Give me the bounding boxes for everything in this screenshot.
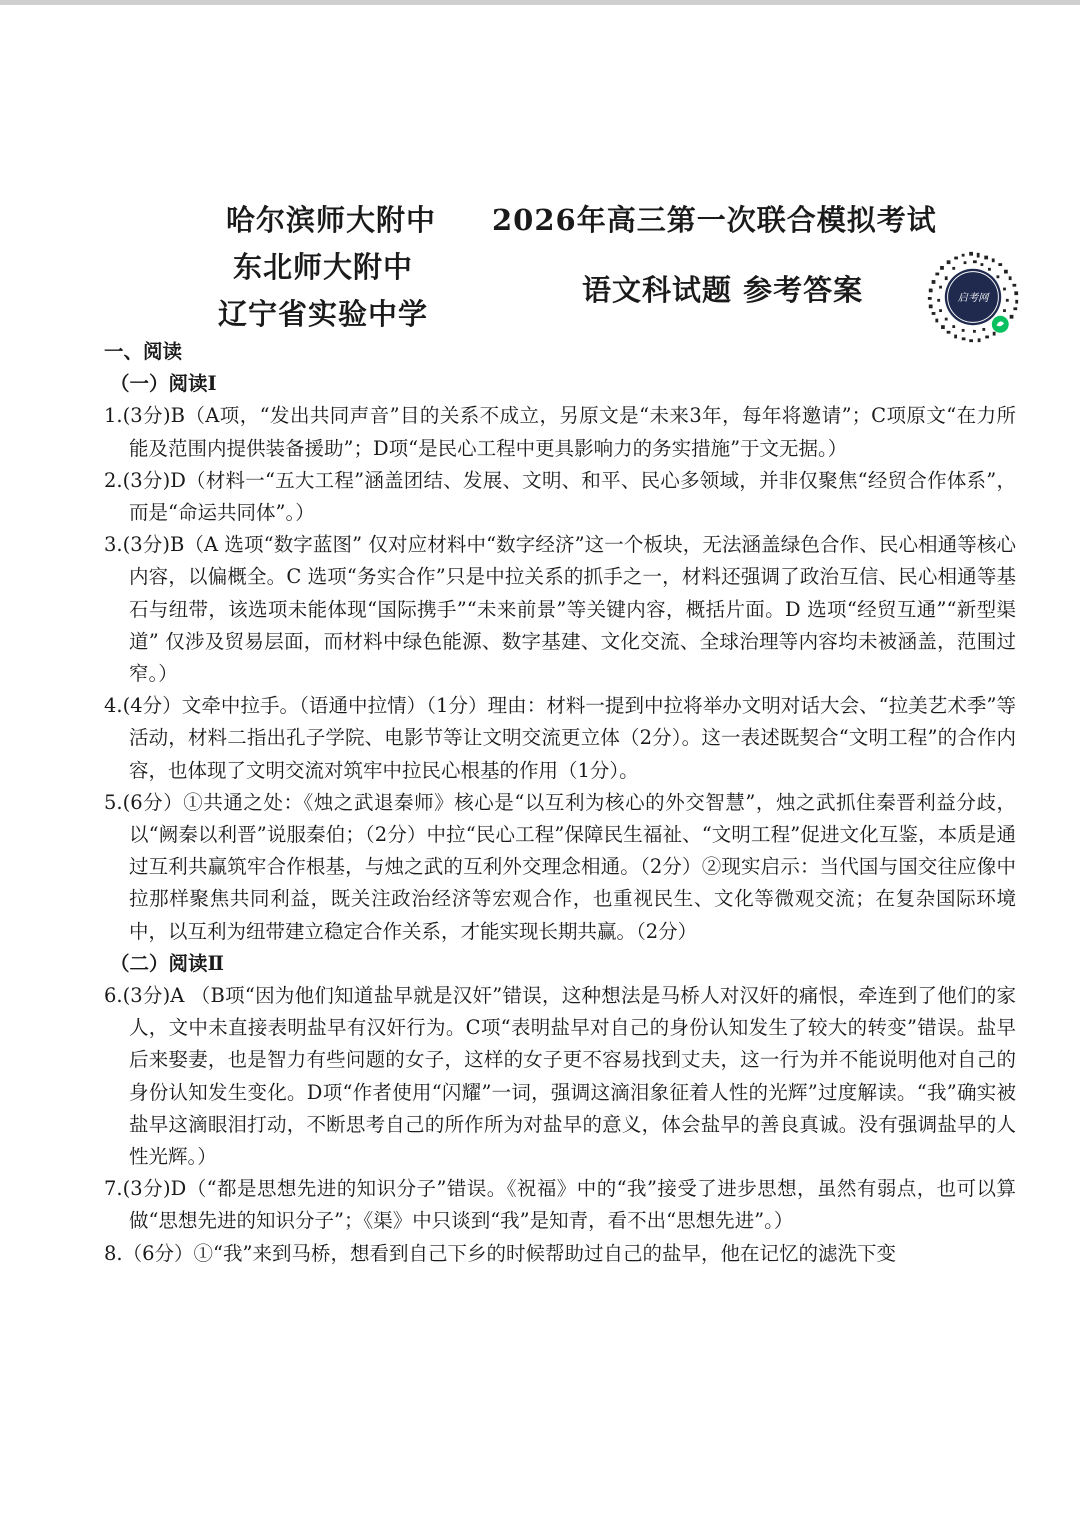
school-name-2: 东北师大附中 xyxy=(233,250,414,284)
answer-item: 7.(3分)D（“都是思想先进的知识分子”错误。《祝福》中的“我”接受了进步思想，虽然有弱点，也可以算做“思想先进的知识分子”；《渠》中只谈到“我”是知青，看不出“思想先进”。） xyxy=(104,1177,1016,1233)
top-border xyxy=(0,0,1080,5)
answer-item: 4.(4分）文牵中拉手。（语通中拉情）（1分）理由：材料一提到中拉将举办文明对话大会、“拉美艺术季”等活动，材料二指出孔子学院、电影节等让文明交流更立体（2分）。这一表述既契合“文明工程”的合作内容，也体现了文明交流对筑牢中拉民心根基的作用（1分）。 xyxy=(104,694,1016,782)
exam-title: 2026年高三第一次联合模拟考试 xyxy=(492,203,937,237)
subsection-heading: （一）阅读Ⅰ xyxy=(110,372,217,396)
answer-item: 3.(3分)B（A 选项“数字蓝图” 仅对应材料中“数字经济”这一个板块，无法涵盖绿色合作、民心相通等核心内容，以偏概全。C 选项“务实合作”只是中拉关系的抓手之一，材料还强调了政治互信、民心相通等基石与纽带，该选项未能体现“国际携手”“未来前景”等关键内容，概括片面。D 选项“经贸互通”“新型渠道” 仅涉及贸易层面，而材料中绿色能源、数字基建、文化交流、全球治理等内容均未被涵盖，范围过窄。） xyxy=(104,533,1016,686)
school-name-3: 辽宁省实验中学 xyxy=(218,297,429,331)
qr-code-icon xyxy=(926,250,1020,344)
section-heading: 一、阅读 xyxy=(104,340,183,363)
answer-item: 6.(3分)A （B项“因为他们知道盐早就是汉奸”错误，这种想法是马桥人对汉奸的痛恨，牵连到了他们的家人，文中未直接表明盐早有汉奸行为。C项“表明盐早对自己的身份认知发生了较大的转变”错误。盐早后来娶妻，也是智力有些问题的女子，这样的女子更不容易找到丈夫，这一行为并不能说明他对自己的身份认知发生变化。D项“作者使用“闪耀”一词，强调这滴泪象征着人性的光辉”过度解读。“我”确实被盐早这滴眼泪打动，不断思考自己的所作所为对盐早的意义，体会盐早的善良真诚。没有强调盐早的人性光辉。） xyxy=(104,984,1016,1169)
answer-item: 2.(3分)D（材料一“五大工程”涵盖团结、发展、文明、和平、民心多领域，并非仅聚焦“经贸合作体系”，而是“命运共同体”。） xyxy=(104,468,1016,525)
answer-item: 1.(3分)B（A项，“发出共同声音”目的关系不成立，另原文是“未来3年，每年将邀请”；C项原文“在力所能及范围内提供装备援助”；D项“是民心工程中更具影响力的务实措施”于文无据。） xyxy=(104,404,1016,460)
answer-item: 5.(6分）①共通之处：《烛之武退秦师》核心是“以互利为核心的外交智慧”，烛之武抓住秦晋利益分歧，以“阙秦以利晋”说服秦伯；（2分）中拉“民心工程”保障民生福祉、“文明工程”促进文化互鉴，本质是通过互利共赢筑牢合作根基，与烛之武的互利外交理念相通。（2分）②现实启示：当代国与国交往应像中拉那样聚焦共同利益，既关注政治经济等宏观合作，也重视民生、文化等微观交流；在复杂国际环境中，以互利为纽带建立稳定合作关系，才能实现长期共赢。（2分） xyxy=(104,790,1016,943)
answer-item: 8.（6分）①“我”来到马桥，想看到自己下乡的时候帮助过自己的盐早，他在记忆的滤洗下变 xyxy=(104,1241,896,1265)
school-name-1: 哈尔滨师大附中 xyxy=(226,203,437,237)
qr-logo-text: 启考网 xyxy=(957,291,989,304)
subsection-heading: （二）阅读Ⅱ xyxy=(110,951,224,975)
answer-body xyxy=(104,336,1016,1270)
subject-title: 语文科试题 参考答案 xyxy=(582,273,864,307)
